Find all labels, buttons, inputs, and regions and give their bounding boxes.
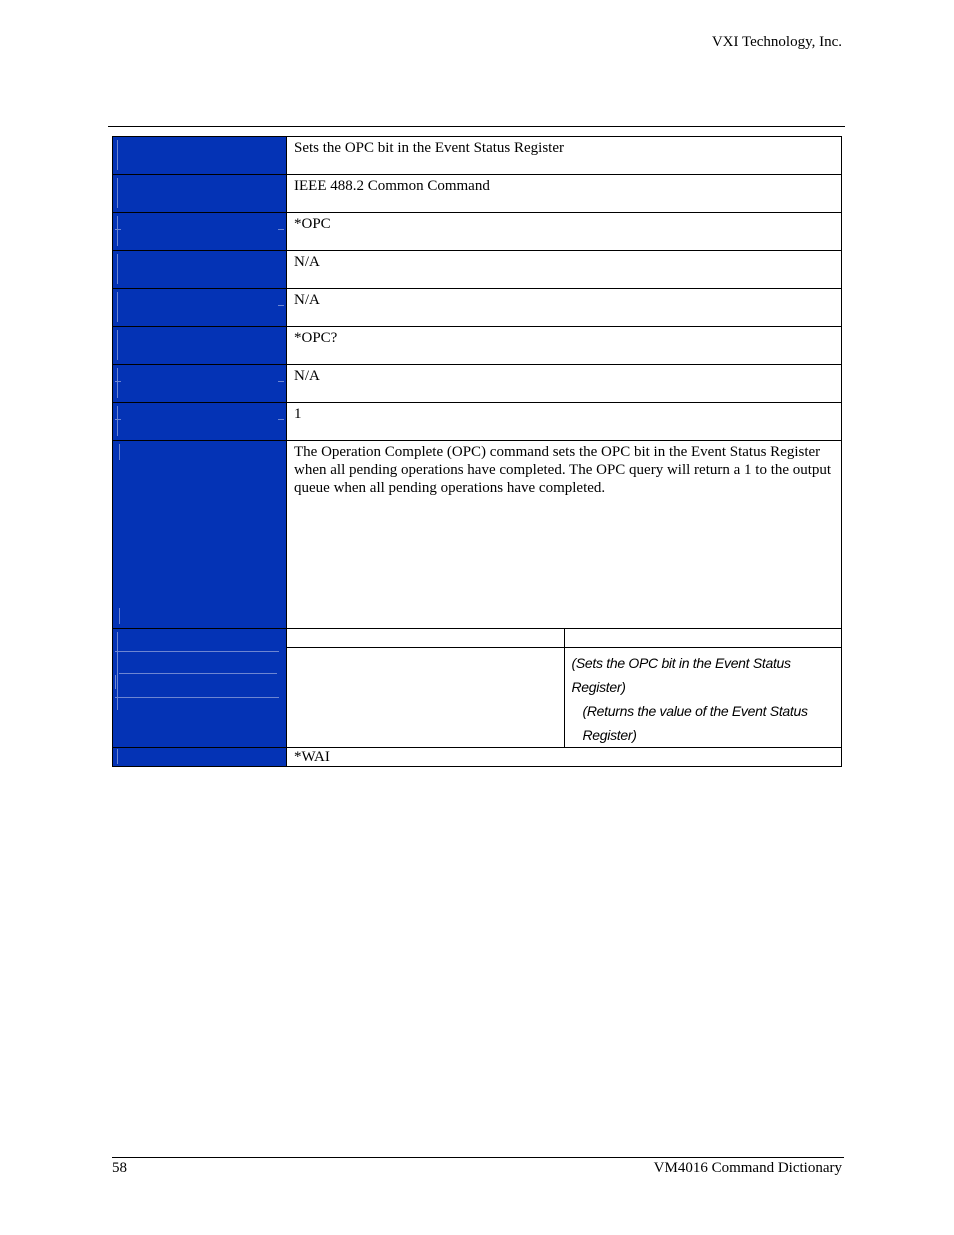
label-mark bbox=[117, 749, 118, 764]
row-label-cell bbox=[113, 213, 287, 251]
example-comment-line: (Returns the value of the Event Status Register) bbox=[582, 703, 808, 743]
label-mark bbox=[115, 381, 121, 382]
command-table bbox=[112, 136, 842, 767]
example-comment-line: (Sets the OPC bit in the Event Status Register) bbox=[571, 655, 791, 695]
row-value: N/A bbox=[287, 289, 842, 327]
row-label-cell bbox=[113, 175, 287, 213]
label-mark bbox=[115, 229, 121, 230]
label-mark bbox=[117, 292, 118, 322]
table-row bbox=[113, 175, 842, 213]
table-row bbox=[113, 327, 842, 365]
label-mark bbox=[117, 216, 118, 246]
label-mark bbox=[115, 419, 121, 420]
label-mark bbox=[278, 381, 284, 382]
example-command bbox=[287, 648, 565, 748]
page-number: 58 bbox=[112, 1160, 127, 1176]
row-value: N/A bbox=[287, 365, 842, 403]
label-mark bbox=[117, 406, 118, 436]
table-row-description bbox=[113, 441, 842, 629]
row-value: N/A bbox=[287, 251, 842, 289]
table-row-related bbox=[113, 748, 842, 767]
label-mark bbox=[115, 675, 116, 689]
label-mark bbox=[115, 651, 279, 652]
table-row-example-header bbox=[113, 629, 842, 648]
label-mark bbox=[119, 673, 277, 674]
row-value: 1 bbox=[287, 403, 842, 441]
row-label-cell bbox=[113, 327, 287, 365]
row-label-cell bbox=[113, 629, 287, 748]
label-mark bbox=[117, 178, 118, 208]
document-title: VM4016 Command Dictionary bbox=[653, 1160, 842, 1176]
row-value: *OPC? bbox=[287, 327, 842, 365]
footer-rule bbox=[112, 1157, 844, 1158]
label-mark bbox=[117, 632, 118, 710]
label-mark bbox=[115, 697, 279, 698]
related-commands: *WAI bbox=[287, 748, 842, 767]
table-row bbox=[113, 403, 842, 441]
table-row bbox=[113, 289, 842, 327]
label-mark bbox=[119, 608, 120, 624]
header-rule bbox=[108, 126, 845, 127]
table-row bbox=[113, 365, 842, 403]
label-mark bbox=[117, 368, 118, 398]
row-label-cell bbox=[113, 365, 287, 403]
row-label-cell bbox=[113, 251, 287, 289]
row-label-cell bbox=[113, 137, 287, 175]
row-label-cell bbox=[113, 748, 287, 767]
row-value: IEEE 488.2 Common Command bbox=[287, 175, 842, 213]
row-label-cell bbox=[113, 289, 287, 327]
label-mark bbox=[278, 305, 284, 306]
label-mark bbox=[117, 140, 118, 170]
example-comment-cell bbox=[564, 648, 842, 748]
label-mark bbox=[278, 419, 284, 420]
table-row bbox=[113, 213, 842, 251]
row-label-cell bbox=[113, 441, 287, 629]
label-mark bbox=[117, 254, 118, 284]
table-row bbox=[113, 137, 842, 175]
header-company: VXI Technology, Inc. bbox=[711, 34, 842, 50]
label-mark bbox=[117, 330, 118, 360]
table-row bbox=[113, 251, 842, 289]
label-mark bbox=[119, 444, 120, 460]
example-header-left bbox=[287, 629, 565, 648]
description-text: The Operation Complete (OPC) command sets the OPC bit in the Event Status Register when all pending operations have completed. The OPC query will return a 1 to the output queue when all pending operations have completed. bbox=[287, 441, 842, 629]
example-header-right bbox=[564, 629, 842, 648]
label-mark bbox=[278, 229, 284, 230]
row-label-cell bbox=[113, 403, 287, 441]
row-value: Sets the OPC bit in the Event Status Register bbox=[287, 137, 842, 175]
row-value: *OPC bbox=[287, 213, 842, 251]
